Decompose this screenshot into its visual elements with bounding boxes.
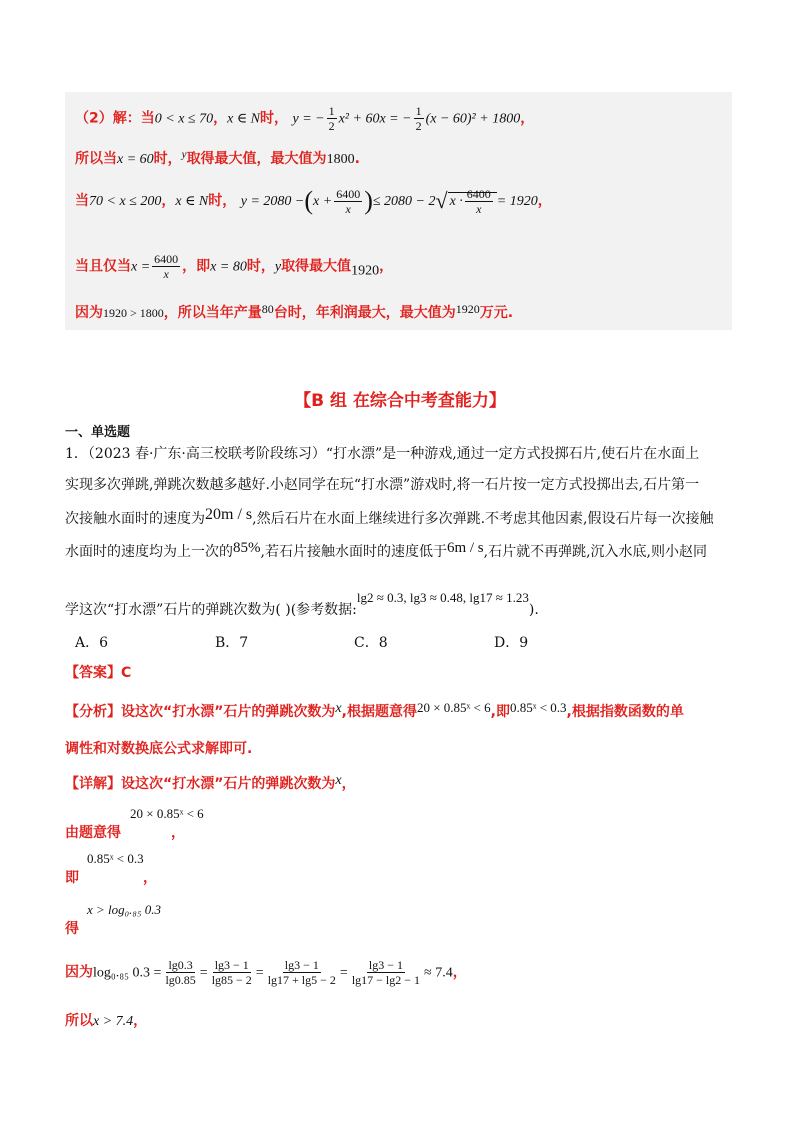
solution-line-1 (75, 104, 534, 133)
equation: x² + 60x = − (338, 111, 412, 127)
analysis-line-1 (65, 700, 684, 721)
text: 所以 (65, 1013, 93, 1029)
value: 1920 (351, 263, 380, 279)
text: 【详解】设这次“打水漂”石片的弹跳次数为 (65, 776, 336, 792)
paren-right: ) (364, 186, 373, 215)
equation: log₀.₈₅ 0.3 = (93, 965, 162, 981)
equation: ≤ 2080 − 2 (372, 194, 436, 209)
numerator: 6400 (336, 186, 361, 201)
sqrt-sign: √ (435, 188, 448, 213)
text: 台时，年利润最大，最大值为 (273, 305, 456, 321)
variable: x (335, 701, 342, 716)
text: 学这次“打水漂”石片的弹跳次数为( )(参考数据: (65, 602, 357, 618)
text: 当 (75, 193, 89, 209)
question-line-5 (65, 590, 539, 619)
denominator: x (163, 267, 169, 281)
denominator: lg17 − lg2 − 1 (351, 973, 421, 987)
fraction (163, 958, 197, 987)
group-title: 【B 组 在综合中考查能力】 (294, 391, 506, 411)
equation: x · (449, 194, 463, 209)
value: 80 (261, 302, 274, 316)
fraction (210, 958, 254, 987)
fraction (266, 958, 338, 987)
answer-label (65, 662, 131, 682)
text: 时， (246, 258, 275, 275)
text: 因为 (65, 964, 93, 981)
text: 取得最大值，最大值为 (186, 151, 327, 167)
solution-line-5 (75, 302, 513, 322)
equation: x + (313, 194, 333, 209)
analysis-line-2 (65, 738, 252, 758)
equation: (x − 60)² + 1800 (425, 111, 521, 127)
numerator: 1 (328, 104, 335, 118)
inequality: 20 × 0.85ˣ < 6 (416, 700, 491, 715)
separator: ， (171, 825, 185, 841)
value: 1920 (455, 302, 480, 316)
fraction (152, 252, 180, 281)
equation: x = 60 (117, 152, 154, 167)
separator: ， (133, 1013, 148, 1029)
text: ,石片就不再弹跳,沉入水底,则小赵同 (483, 544, 707, 560)
inequality: 0.85ˣ < 0.3 (509, 700, 567, 715)
choice-c[interactable]: C．8 (354, 635, 388, 651)
inequality: x > log₀.₈₅ 0.3 (87, 902, 161, 917)
question-line-3 (65, 506, 713, 528)
numerator: 6400 (466, 186, 491, 201)
text: ,然后石片在水面上继续进行多次弹跳.不考虑其他因素,假设石片每一次接触 (252, 511, 714, 527)
choice-a[interactable]: A．6 (75, 635, 109, 651)
question-line-1: 1．（2023 春·广东·高三校联考阶段练习）“打水漂”是一种游戏,通过一定方式投掷石片,使石片在水面上 (65, 446, 700, 462)
set-condition: x ∈ N (175, 194, 209, 209)
text: 时， (208, 193, 237, 209)
fraction (465, 187, 493, 216)
text: 【答案】C (65, 665, 132, 681)
numerator: lg3 − 1 (368, 958, 403, 972)
value: 20m / s (205, 506, 253, 523)
fraction (334, 187, 362, 216)
detail-line-1 (65, 773, 356, 793)
numerator: lg3 − 1 (214, 958, 249, 972)
reference-data: lg2 ≈ 0.3, lg3 ≈ 0.48, lg17 ≈ 1.23 (356, 590, 529, 605)
separator: ， (520, 110, 535, 127)
denominator: lg17 + lg5 − 2 (267, 973, 336, 987)
text: 取得最大值 (281, 258, 352, 275)
approximation: ≈ 7.4 (424, 965, 453, 981)
text: 水面时的速度均为上一次的 (65, 544, 233, 560)
text: 当且仅当 (75, 258, 131, 275)
text: . (354, 151, 360, 167)
text: 【分析】设这次“打水漂”石片的弹跳次数为 (65, 704, 336, 720)
numerator: lg0.3 (168, 958, 193, 972)
text: 因为 (75, 305, 103, 321)
set-condition: x ∈ N (227, 111, 261, 127)
solution-line-4 (75, 252, 393, 281)
text: 次接触水面时的速度为 (65, 511, 205, 527)
separator: ， (143, 870, 157, 886)
choice-d[interactable]: D．9 (494, 635, 529, 651)
question-line-4 (65, 540, 707, 561)
value: 85% (233, 540, 261, 556)
section-heading: 一、单选题 (65, 425, 131, 440)
solution-line-3 (75, 186, 552, 216)
inequality: 20 × 0.85ˣ < 6 (130, 806, 204, 821)
paren-left: ( (304, 186, 314, 215)
numerator: 6400 (154, 252, 179, 266)
denominator: x (476, 201, 482, 216)
text: 时， (260, 110, 289, 127)
detail-line-3 (65, 851, 157, 887)
text: ，所以当年产量 (163, 305, 262, 321)
text: ,根据指数函数的单 (566, 704, 684, 720)
detail-line-4 (65, 902, 161, 938)
separator: ， (161, 193, 176, 209)
inequality: x > 7.4 (93, 1014, 134, 1029)
text: 由题意得 (65, 825, 121, 841)
separator: ， (213, 110, 228, 127)
variable: y (181, 148, 187, 161)
equation: y = − (292, 111, 325, 127)
detail-line-5: 因为log₀.₈₅ 0.3 = $\frac{\lg 0.3}{\lg 0.85}$ = $\frac{\lg 3 - 1}{\lg 85 - 2}$ = $\frac{\lg 3 - 1}{\lg 17 + \lg 5 - 2}$ = $\frac{\lg 3 - 1}{\lg 17 - \lg 2 - 1}$ ≈ 7.4， (65, 958, 467, 987)
text: 万元. (479, 305, 514, 321)
text: ， (341, 776, 356, 792)
text: ). (528, 602, 539, 618)
separator: ， (379, 258, 394, 275)
separator: ， (537, 193, 552, 209)
equation: x = (131, 259, 151, 275)
text: ,根据题意得 (341, 704, 417, 720)
text: 得 (65, 921, 79, 937)
text: 调性和对数换底公式求解即可. (65, 741, 253, 757)
denominator: x (345, 201, 351, 216)
comparison: 1920 > 1800 (103, 306, 164, 320)
denominator: 2 (415, 119, 422, 133)
condition: 70 < x ≤ 200 (89, 194, 162, 209)
text: 时， (153, 151, 182, 167)
choice-b[interactable]: B．7 (215, 635, 249, 651)
value: 6m / s (446, 540, 484, 556)
text: ,若石片接触水面时的速度低于 (260, 544, 447, 560)
condition: 0 < x ≤ 70 (154, 111, 214, 127)
detail-line-2 (65, 806, 204, 842)
fraction (327, 104, 337, 133)
solution-step-label: （2）解：当 (75, 110, 155, 127)
text: 所以当 (75, 151, 117, 167)
separator: ， (452, 964, 467, 981)
denominator: lg85 − 2 (211, 973, 252, 987)
equation: y = 2080 − (240, 194, 305, 209)
fraction (350, 958, 422, 987)
text: ,即 (490, 704, 510, 720)
denominator: 2 (328, 119, 335, 133)
equation: = 1920 (496, 194, 538, 209)
numerator: lg3 − 1 (284, 958, 319, 972)
numerator: 1 (415, 104, 422, 118)
question-line-2: 实现多次弹跳,弹跳次数越多越好.小赵同学在玩“打水漂”游戏时,将一石片按一定方式投掷出去,石片第一 (65, 477, 700, 493)
fraction (414, 104, 424, 133)
detail-line-6 (65, 1010, 147, 1030)
solution-line-2 (75, 148, 360, 168)
variable: x (335, 773, 342, 788)
text: ，即 (182, 258, 211, 275)
equation: x = 80 (210, 259, 247, 275)
variable: y (274, 259, 282, 275)
sqrt-body (448, 186, 497, 216)
denominator: lg0.85 (165, 973, 196, 987)
value: 1800 (326, 152, 355, 167)
inequality: 0.85ˣ < 0.3 (87, 851, 144, 866)
text: 即 (65, 870, 79, 886)
